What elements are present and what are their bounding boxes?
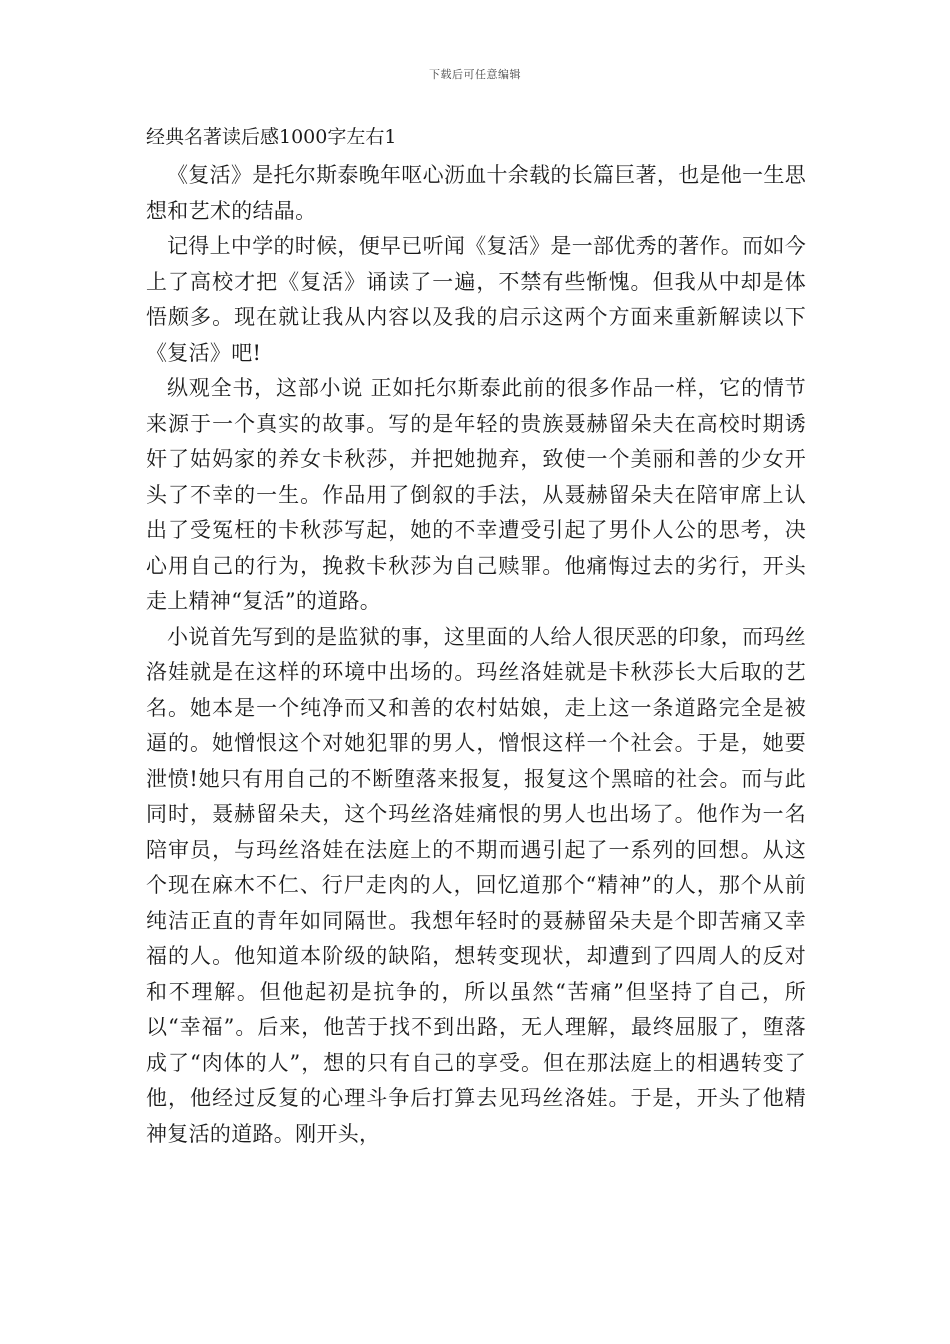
paragraph: 纵观全书，这部小说 正如托尔斯泰此前的很多作品一样，它的情节来源于一个真实的故事。写的是年轻的贵族聂赫留朵夫在高校时期诱奸了姑妈家的养女卡秋莎，并把她抛弃，致使一个美丽和善的少女开头了不幸的一生。作品用了倒叙的手法，从聂赫留朵夫在陪审席上认出了受冤枉的卡秋莎写起，她的不幸遭受引起了男仆人公的思考，决心用自己的行为，挽救卡秋莎为自己赎罪。他痛悔过去的劣行，开头走上精神“复活”的道路。 xyxy=(146,376,806,613)
paragraph: 记得上中学的时候，便早已听闻《复活》是一部优秀的著作。而如今上了高校才把《复活》诵读了一遍，不禁有些惭愧。但我从中却是体悟颇多。现在就让我从内容以及我的启示这两个方面来重新解读以下《复活》吧! xyxy=(146,234,806,365)
document-title: 经典名著读后感1000字左右1 xyxy=(146,126,397,148)
header-note: 下载后可任意编辑 xyxy=(429,68,521,81)
document-body xyxy=(146,158,806,1152)
paragraph: 《复活》是托尔斯泰晚年呕心沥血十余载的长篇巨著，也是他一生思想和艺术的结晶。 xyxy=(146,163,806,223)
paragraph: 小说首先写到的是监狱的事，这里面的人给人很厌恶的印象，而玛丝洛娃就是在这样的环境中出场的。玛丝洛娃就是卡秋莎长大后取的艺名。她本是一个纯净而又和善的农村姑娘，走上这一条道路完全是被逼的。她憎恨这个对她犯罪的男人，憎恨这样一个社会。于是，她要泄愤!她只有用自己的不断堕落来报复，报复这个黑暗的社会。而与此同时，聂赫留朵夫，这个玛丝洛娃痛恨的男人也出场了。他作为一名陪审员，与玛丝洛娃在法庭上的不期而遇引起了一系列的回想。从这个现在麻木不仁、行尸走肉的人，回忆道那个“精神”的人，那个从前纯洁正直的青年如同隔世。我想年轻时的聂赫留朵夫是个即苦痛又幸福的人。他知道本阶级的缺陷，想转变现状，却遭到了四周人的反对和不理解。但他起初是抗争的，所以虽然“苦痛”但坚持了自己，所以“幸福”。后来，他苦于找不到出路，无人理解，最终屈服了，堕落成了“肉体的人”，想的只有自己的享受。但在那法庭上的相遇转变了他，他经过反复的心理斗争后打算去见玛丝洛娃。于是，开头了他精神复活的道路。刚开头， xyxy=(146,624,806,1146)
